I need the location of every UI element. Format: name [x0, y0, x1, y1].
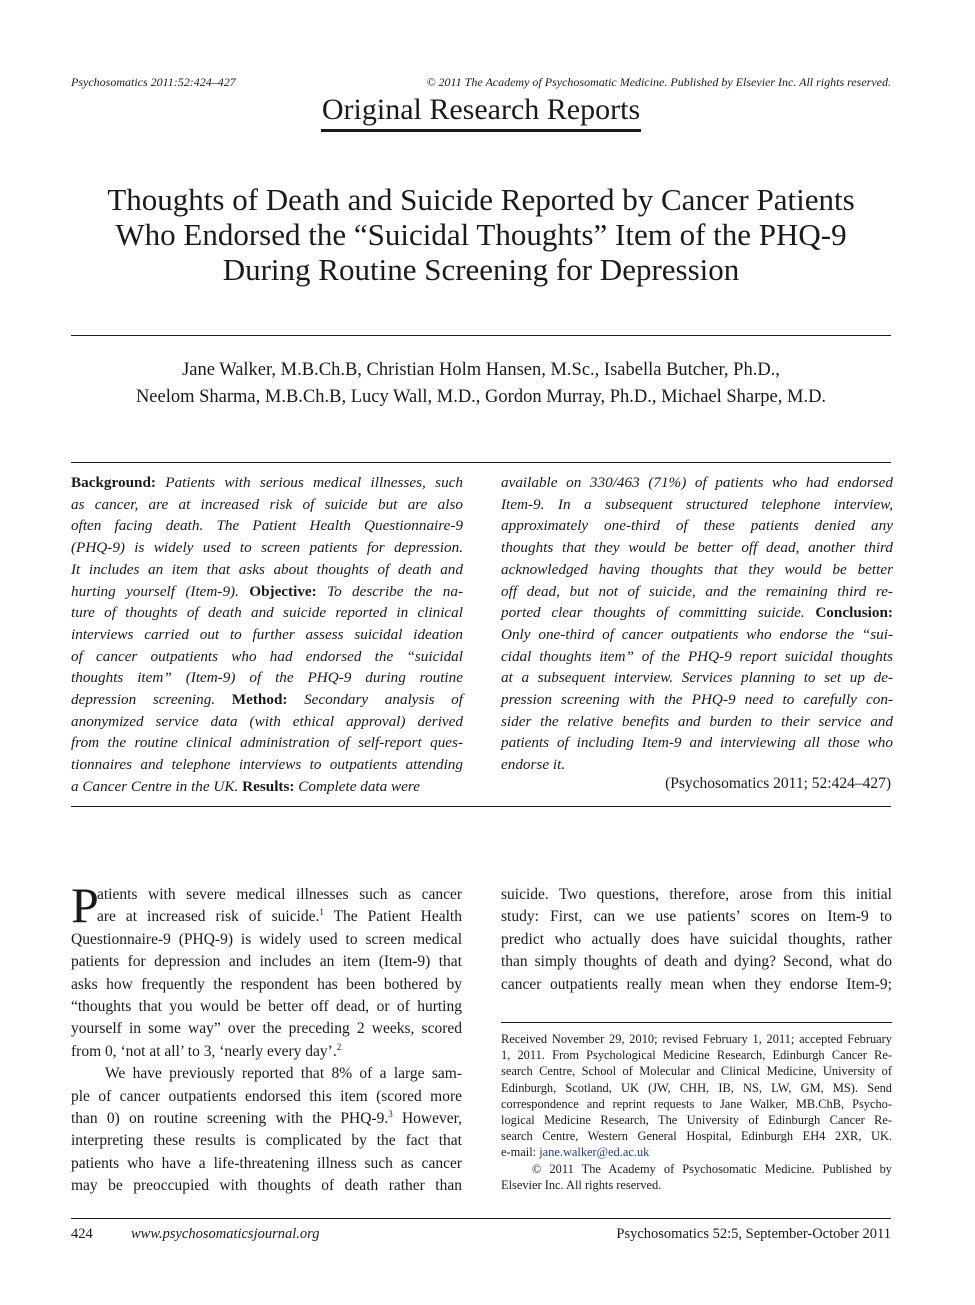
line-text: Complete data were: [294, 777, 420, 795]
body-line: [71, 996, 462, 1018]
abstract-right-column: [501, 472, 893, 776]
line-text: Patients with serious medical illnesses, such: [155, 474, 463, 491]
abstract-line: [71, 624, 463, 646]
body-line: [501, 906, 892, 928]
journal-reference: Psychosomatics 2011:52:424–427: [71, 75, 236, 89]
body-line: [71, 951, 462, 973]
correspondence-footnote: [501, 1031, 892, 1193]
line-text: depression screening.: [71, 691, 232, 709]
abstract-heading: Results:: [242, 777, 295, 795]
line-text: Questionnaire-9 (PHQ-9) is widely used to screen medical: [71, 930, 462, 948]
line-text: The Patient Health: [323, 908, 462, 926]
body-left-column: [71, 877, 462, 1198]
line-text: off dead, but not of suicide, and the remaining third re-: [501, 582, 893, 600]
line-text: Only one-third of cancer outpatients who endorse the “sui-: [501, 625, 893, 643]
line-text: It includes an item that asks about thoughts of death and: [71, 560, 463, 578]
line-text: at a subsequent interview. Services planning to set up de-: [501, 669, 893, 687]
footnote-copyright-line: Elsevier Inc. All rights reserved.: [501, 1177, 662, 1192]
title-line: Thoughts of Death and Suicide Reported by Cancer Patients: [107, 182, 855, 217]
line-text: as cancer, are at increased risk of suicide but are also: [71, 495, 463, 513]
line-text: hurting yourself (Item-9).: [71, 582, 250, 600]
line-text: sider the relative benefits and burden to their service and: [501, 712, 893, 730]
article-title: [60, 182, 902, 287]
body-line: [501, 951, 892, 973]
line-text: a Cancer Centre in the UK.: [71, 777, 243, 795]
body-line: [71, 1041, 462, 1063]
abstract-line: [71, 581, 463, 603]
abstract-heading: Background:: [71, 474, 156, 491]
body-right-column: [501, 884, 892, 996]
line-text: predict who actually does have suicidal thoughts, rather: [501, 930, 892, 948]
body-line: [71, 1086, 462, 1108]
abstract-line: [501, 602, 893, 624]
body-line: [71, 1175, 462, 1197]
body-line: [71, 929, 462, 951]
body-line: [71, 906, 462, 928]
body-line: [71, 1153, 462, 1175]
line-text: pression screening with the PHQ-9 need to carefully con-: [501, 691, 893, 709]
line-text: patients for depression and includes an item (Item-9) that: [71, 953, 462, 971]
abstract-heading: Method:: [231, 691, 288, 709]
body-line: [71, 1063, 462, 1085]
abstract-line: [501, 581, 893, 603]
abstract-citation: (Psychosomatics 2011; 52:424–427): [665, 775, 891, 792]
authors: [60, 357, 902, 411]
line-text: than 0) on routine screening with the PHQ-9.: [71, 1110, 389, 1128]
abstract-line: [501, 754, 893, 776]
journal-website-link[interactable]: www.psychosomaticsjournal.org: [131, 1226, 320, 1242]
abstract-line: [71, 515, 463, 537]
line-text: than simply thoughts of death and dying? Second, what do: [501, 953, 892, 971]
line-text: are at increased risk of suicide.: [97, 908, 320, 926]
abstract-line: [501, 537, 893, 559]
abstract-top-rule: [71, 462, 891, 463]
abstract-line: [71, 667, 463, 689]
line-text: available on 330/463 (71%) of patients who had endorsed: [501, 474, 893, 491]
abstract-line: [71, 754, 463, 776]
authors-line: Neelom Sharma, M.B.Ch.B, Lucy Wall, M.D., Gordon Murray, Ph.D., Michael Sharpe, M.D.: [135, 387, 827, 407]
abstract-line: [71, 559, 463, 581]
reference-number[interactable]: 3: [388, 1109, 393, 1120]
line-text: atients with severe medical illnesses such as cancer: [97, 886, 462, 903]
body-line: [71, 974, 462, 996]
footnote-line: Edinburgh, Scotland, UK (JW, CHH, IB, NS, LW, GM, MS). Send: [501, 1080, 892, 1095]
line-text: tionnaires and telephone interviews to outpatients attending: [71, 756, 463, 774]
copyright-header: © 2011 The Academy of Psychosomatic Medicine. Published by Elsevier Inc. All rights reserved.: [426, 75, 891, 89]
abstract-line: [71, 646, 463, 668]
abstract-line: [71, 472, 463, 494]
line-text: thoughts that they would be better off dead, another third: [501, 539, 893, 557]
abstract-line: [71, 732, 463, 754]
line-text: ported clear thoughts of committing suicide.: [501, 604, 816, 622]
abstract-line: [501, 646, 893, 668]
line-text: yourself in some way” over the preceding 2 weeks, scored: [71, 1020, 462, 1038]
line-text: However,: [392, 1110, 462, 1128]
line-text: To describe the na-: [316, 582, 463, 600]
abstract-line: [501, 711, 893, 733]
abstract-line: [71, 602, 463, 624]
body-line: [71, 884, 462, 906]
line-text: ple of cancer outpatients endorsed this item (scored more: [71, 1087, 462, 1105]
title-divider: [71, 335, 891, 336]
abstract-line: [501, 689, 893, 711]
abstract-line: [501, 515, 893, 537]
abstract-line: [71, 494, 463, 516]
line-text: interpreting these results is complicated by the fact that: [71, 1132, 462, 1150]
footnote-line: search Centre, School of Molecular and Clinical Medicine, University of: [501, 1064, 892, 1079]
line-text: acknowledged having thoughts that they would be better: [501, 560, 893, 578]
drop-cap: P: [71, 877, 99, 933]
abstract-left-column: [71, 472, 463, 798]
abstract-line: [71, 776, 463, 798]
line-text: Item-9. In a subsequent structured telephone interview,: [501, 495, 893, 513]
line-text: approximately one-third of these patients denied any: [501, 517, 893, 535]
line-text: may be preoccupied with thoughts of death rather than: [71, 1177, 462, 1195]
line-text: anonymized service data (with ethical approval) derived: [71, 712, 463, 730]
footnote-line: Received November 29, 2010; revised February 1, 2011; accepted February: [501, 1032, 892, 1046]
footnote-copyright-line: © 2011 The Academy of Psychosomatic Medicine. Published by: [532, 1161, 892, 1176]
footnote-line: correspondence and reprint requests to Jane Walker, MB.ChB, Psycho-: [501, 1096, 892, 1111]
footnote-rule: [501, 1022, 892, 1023]
body-line: [71, 1108, 462, 1130]
line-text: endorse it.: [501, 756, 566, 774]
line-text: We have previously reported that 8% of a large sam-: [105, 1065, 462, 1083]
line-text: patients who have a life-threatening illness such as cancer: [71, 1154, 462, 1172]
footnote-line: search Centre, Western General Hospital, Edinburgh EH4 2XR, UK.: [501, 1129, 892, 1144]
abstract-line: [501, 732, 893, 754]
line-text: cidal thoughts item” of the PHQ-9 report suicidal thoughts: [501, 647, 893, 665]
title-line: Who Endorsed the “Suicidal Thoughts” Item of the PHQ-9: [115, 217, 847, 252]
email-link[interactable]: jane.walker@ed.ac.uk: [539, 1145, 650, 1160]
page-number: 424: [71, 1226, 93, 1242]
abstract-heading: Conclusion:: [815, 604, 893, 622]
footnote-email-line: [501, 1144, 892, 1160]
abstract-line: [501, 494, 893, 516]
line-text: often facing death. The Patient Health Questionnaire-9: [71, 517, 463, 535]
line-text: suicide. Two questions, therefore, arose from this initial: [501, 886, 892, 903]
line-text: Secondary analysis of: [287, 691, 463, 709]
section-heading: Original Research Reports: [0, 93, 962, 132]
footnote-line: 1, 2011. From Psychological Medicine Research, Edinburgh Cancer Re-: [501, 1048, 892, 1063]
line-text: (PHQ-9) is widely used to screen patients for depression.: [71, 539, 463, 557]
body-line: [71, 1018, 462, 1040]
reference-number[interactable]: 1: [319, 907, 324, 918]
line-text: of cancer outpatients who had endorsed the “suicidal: [71, 647, 463, 665]
body-line: [71, 1130, 462, 1152]
line-text: patients of including Item-9 and interviewing all those who: [501, 734, 893, 752]
line-text: thoughts item” (Item-9) of the PHQ-9 during routine: [71, 669, 463, 687]
abstract-line: [501, 624, 893, 646]
line-text: study: First, can we use patients’ scores on Item-9 to: [501, 908, 892, 926]
abstract-bottom-rule: [71, 806, 891, 807]
line-text: cancer outpatients really mean when they endorse Item-9;: [501, 975, 892, 993]
abstract-line: [501, 559, 893, 581]
title-line: During Routine Screening for Depression: [222, 252, 740, 287]
line-text: from 0, ‘not at all’ to 3, ‘nearly every day’.: [71, 1042, 337, 1060]
abstract-line: [501, 472, 893, 494]
issue-info: Psychosomatics 52:5, September-October 2011: [616, 1226, 891, 1242]
abstract-line: [71, 537, 463, 559]
line-text: interviews carried out to further assess suicidal ideation: [71, 625, 463, 643]
line-text: ture of thoughts of death and suicide reported in clinical: [71, 604, 463, 622]
abstract-line: [71, 711, 463, 733]
reference-number[interactable]: 2: [336, 1041, 342, 1052]
authors-line: Jane Walker, M.B.Ch.B, Christian Holm Hansen, M.Sc., Isabella Butcher, Ph.D.,: [182, 360, 780, 380]
footnote-line: logical Medicine Research, The University of Edinburgh Cancer Re-: [501, 1113, 892, 1128]
line-text: from the routine clinical administration of self-report ques-: [71, 734, 463, 752]
footer-rule: [71, 1218, 891, 1219]
body-line: [501, 884, 892, 906]
email-label: e-mail:: [501, 1145, 540, 1160]
body-line: [501, 929, 892, 951]
abstract-line: [501, 667, 893, 689]
line-text: asks how frequently the respondent has been bothered by: [71, 975, 462, 993]
abstract-line: [71, 689, 463, 711]
body-line: [501, 974, 892, 996]
abstract-heading: Objective:: [249, 582, 317, 600]
line-text: “thoughts that you would be better off dead, or of hurting: [71, 998, 462, 1016]
